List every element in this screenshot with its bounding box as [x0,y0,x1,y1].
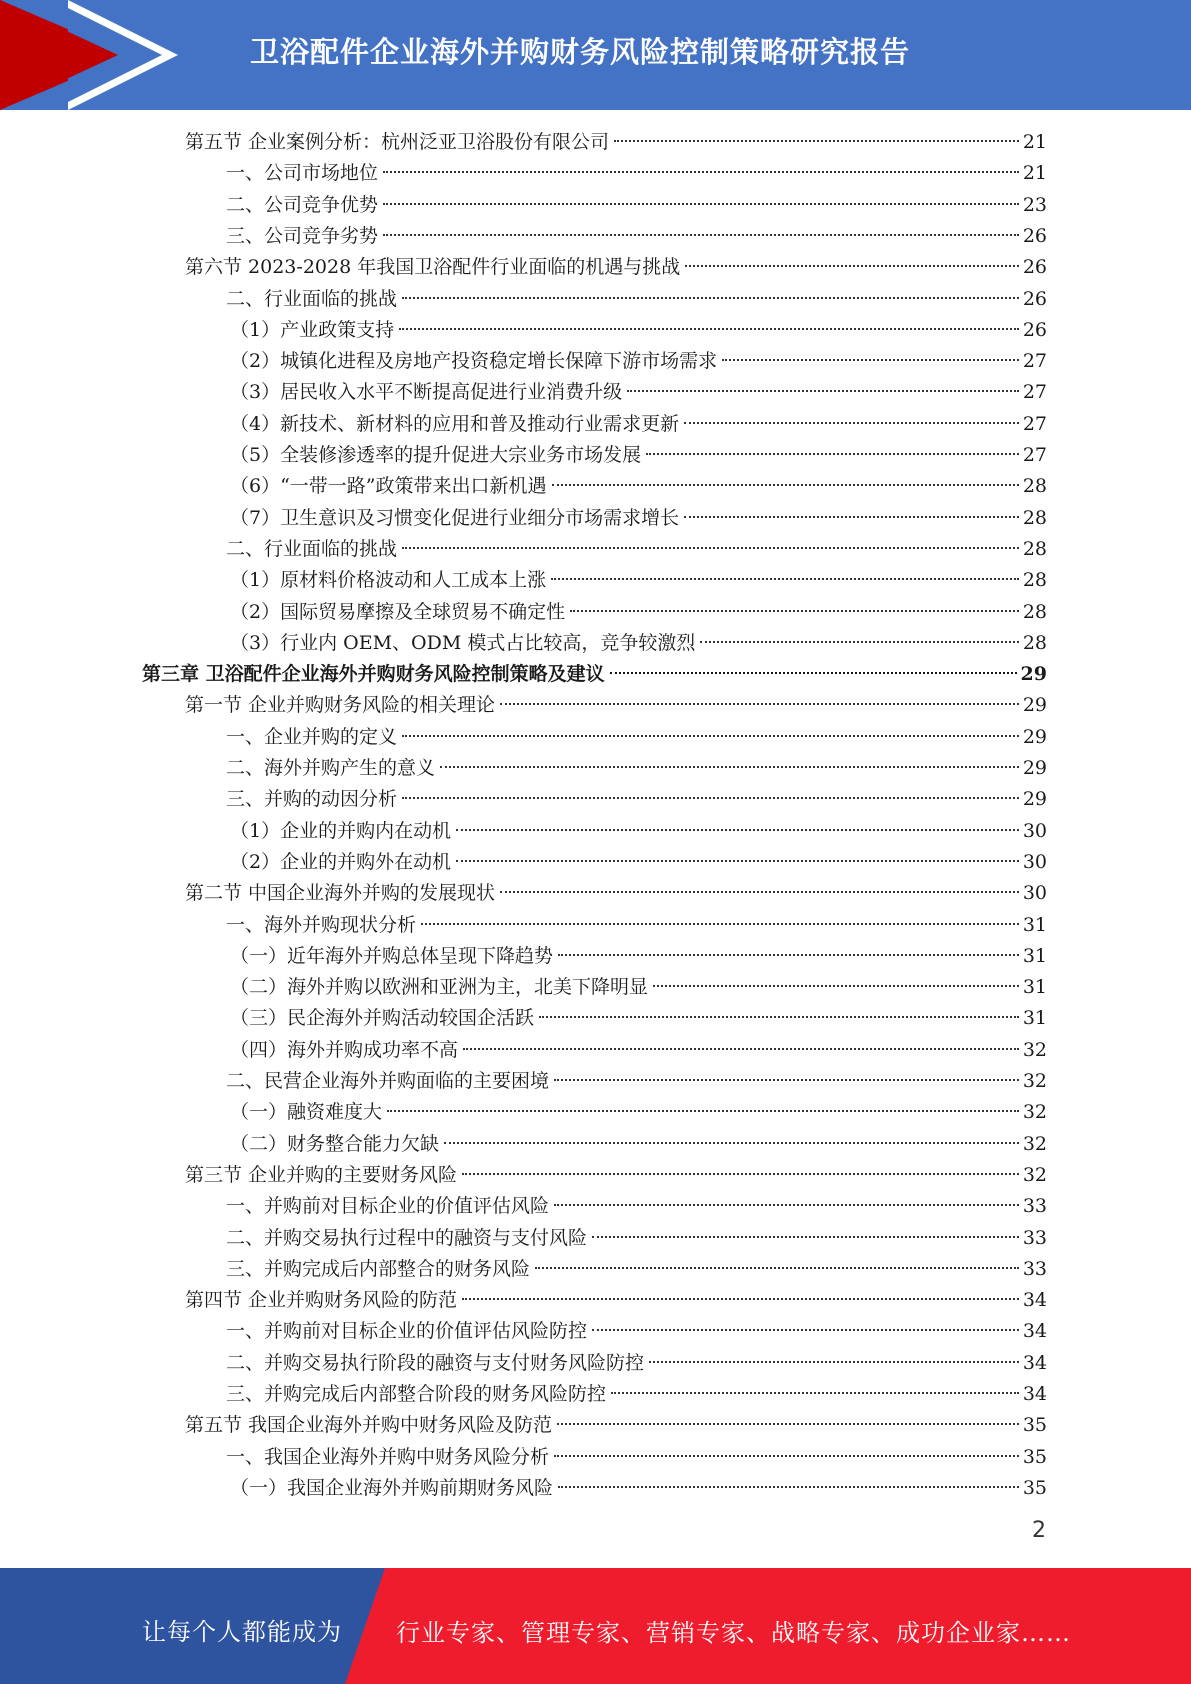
toc-entry-page: 35 [1022,1414,1047,1437]
toc-entry[interactable] [226,753,1047,784]
footer-slogan-left: 让每个人都能成为 [142,1618,342,1646]
toc-entry[interactable] [185,1285,1047,1316]
toc-dot-leader [387,1110,1019,1112]
toc-entry[interactable] [230,1003,1047,1034]
toc-entry-page: 26 [1022,224,1047,247]
toc-entry[interactable] [226,158,1047,189]
toc-entry-label: 三、公司竞争劣势 [226,224,379,247]
toc-entry-page: 34 [1022,1289,1047,1312]
toc-entry[interactable] [230,972,1047,1003]
toc-entry-label: （2）企业的并购外在动机 [230,850,452,873]
toc-dot-leader [500,703,1019,705]
page-header [0,0,1191,110]
toc-dot-leader [554,1204,1019,1206]
toc-entry[interactable] [230,440,1047,471]
toc-dot-leader [456,860,1019,862]
toc-entry[interactable] [230,1473,1047,1504]
toc-entry[interactable] [230,471,1047,502]
toc-dot-leader [500,891,1019,893]
toc-entry-page: 32 [1022,1163,1047,1186]
toc-entry-page: 27 [1022,412,1047,435]
toc-entry-label: 第六节 2023-2028 年我国卫浴配件行业面临的机遇与挑战 [185,256,681,279]
toc-entry-page: 30 [1022,850,1047,873]
toc-dot-leader [649,1361,1019,1363]
toc-dot-leader [463,1048,1019,1050]
toc-entry-label: 二、行业面临的挑战 [226,537,398,560]
toc-entry[interactable] [226,1379,1047,1410]
toc-entry-page: 34 [1022,1320,1047,1343]
toc-dot-leader [610,672,1017,674]
toc-entry-label: 一、我国企业海外并购中财务风险分析 [226,1445,550,1468]
toc-dot-leader [462,1298,1019,1300]
page-footer [0,1568,1191,1684]
footer-slogan-right: 行业专家、管理专家、营销专家、战略专家、成功企业家…… [396,1619,1071,1647]
toc-entry[interactable] [226,910,1047,941]
toc-entry-page: 26 [1022,256,1047,279]
toc-dot-leader [383,171,1019,173]
toc-entry[interactable] [142,659,1047,690]
toc-entry-label: 第五节 我国企业海外并购中财务风险及防范 [185,1414,553,1437]
toc-dot-leader [554,1079,1019,1081]
toc-entry[interactable] [226,1066,1047,1097]
toc-entry-label: （一）融资难度大 [230,1101,383,1124]
toc-entry[interactable] [185,127,1047,158]
toc-dot-leader [558,954,1019,956]
toc-entry-label: 第三章 卫浴配件企业海外并购财务风险控制策略及建议 [142,663,605,686]
toc-dot-leader [653,985,1019,987]
toc-entry-label: 第一节 企业并购财务风险的相关理论 [185,694,496,717]
toc-dot-leader [402,297,1019,299]
toc-dot-leader [722,359,1019,361]
toc-dot-leader [402,547,1019,549]
toc-dot-leader [700,641,1018,643]
toc-entry-label: （二）海外并购以欧洲和亚洲为主，北美下降明显 [230,976,649,999]
toc-entry-label: 三、并购完成后内部整合阶段的财务风险防控 [226,1383,607,1405]
toc-dot-leader [462,1173,1019,1175]
toc-entry-label: 三、并购完成后内部整合的财务风险 [226,1257,531,1280]
toc-entry-label: 一、公司市场地位 [226,162,379,185]
toc-dot-leader [402,735,1019,737]
toc-entry-label: （1）产业政策支持 [230,318,395,341]
toc-entry[interactable] [226,534,1047,565]
toc-dot-leader [551,578,1019,580]
toc-entry-label: 二、并购交易执行过程中的融资与支付风险 [226,1226,588,1249]
toc-entry-page: 30 [1022,882,1047,905]
toc-entry[interactable] [226,190,1047,221]
footer-blue-slant [345,1568,385,1684]
toc-entry[interactable] [230,628,1047,659]
toc-dot-leader [592,1329,1019,1331]
toc-entry-label: 二、公司竞争优势 [226,193,379,216]
toc-entry-page: 26 [1022,287,1047,310]
toc-dot-leader [554,1455,1019,1457]
toc-entry-page: 34 [1022,1351,1047,1374]
toc-entry[interactable] [185,1410,1047,1441]
toc-dot-leader [646,453,1019,455]
toc-dot-leader [684,422,1019,424]
toc-dot-leader [684,516,1019,518]
toc-entry-page: 33 [1022,1257,1047,1280]
toc-entry-label: 二、行业面临的挑战 [226,287,398,310]
toc-entry-label: 二、并购交易执行阶段的融资与支付财务风险防控 [226,1351,645,1374]
toc-dot-leader [440,766,1019,768]
toc-entry[interactable] [226,722,1047,753]
toc-dot-leader [570,610,1019,612]
toc-entry[interactable] [185,1160,1047,1191]
toc-entry-page: 29 [1022,694,1047,717]
toc-entry-label: （1）原材料价格波动和人工成本上涨 [230,569,547,592]
toc-entry-page: 28 [1022,600,1047,623]
page-number: 2 [1032,1518,1046,1543]
toc-entry-page: 35 [1022,1476,1047,1499]
toc-entry[interactable] [230,941,1047,972]
toc-entry[interactable] [230,346,1047,377]
toc-dot-leader [557,1423,1019,1425]
toc-dot-leader [383,234,1019,236]
toc-entry-page: 21 [1022,131,1047,153]
toc-entry-page: 33 [1022,1195,1047,1218]
toc-entry[interactable] [230,565,1047,596]
toc-entry[interactable] [230,409,1047,440]
toc-entry-label: （3）行业内 OEM、ODM 模式占比较高，竞争较激烈 [230,631,696,654]
toc-entry[interactable] [226,784,1047,815]
toc-entry[interactable] [226,284,1047,315]
toc-entry-page: 31 [1022,944,1047,967]
toc-entry-label: 二、民营企业海外并购面临的主要困境 [226,1070,550,1092]
toc-entry-page: 32 [1022,1070,1047,1092]
toc-entry-page: 28 [1022,631,1047,654]
toc-entry-page: 34 [1022,1383,1047,1405]
toc-entry[interactable] [230,1097,1047,1128]
toc-entry-page: 29 [1020,663,1047,686]
toc-entry-label: （一）我国企业海外并购前期财务风险 [230,1476,554,1499]
toc-dot-leader [456,829,1019,831]
toc-entry-label: （一）近年海外并购总体呈现下降趋势 [230,944,554,967]
toc-entry-page: 21 [1022,162,1047,185]
toc-entry-page: 27 [1022,350,1047,373]
toc-entry[interactable] [226,1191,1047,1222]
toc-dot-leader [558,1486,1019,1488]
toc-entry-label: （4）新技术、新材料的应用和普及推动行业需求更新 [230,412,680,435]
toc-entry-page: 32 [1022,1038,1047,1061]
toc-entry-label: 三、并购的动因分析 [226,788,398,811]
toc-dot-leader [402,797,1019,799]
toc-entry-page: 32 [1022,1132,1047,1155]
toc-entry-page: 27 [1022,381,1047,404]
toc-entry-page: 27 [1022,444,1047,466]
toc-entry-page: 30 [1022,819,1047,842]
toc-entry[interactable] [230,315,1047,346]
toc-entry-label: （5）全装修渗透率的提升促进大宗业务市场发展 [230,444,642,466]
toc-entry-label: （1）企业的并购内在动机 [230,819,452,842]
toc-entry-page: 31 [1022,976,1047,999]
toc-dot-leader [539,1016,1019,1018]
toc-entry-page: 31 [1022,913,1047,936]
toc-entry-label: （三）民企海外并购活动较国企活跃 [230,1007,535,1030]
toc-dot-leader [383,203,1019,205]
toc-entry[interactable] [230,1129,1047,1160]
toc-dot-leader [685,265,1019,267]
header-red-arrow-front [0,0,118,110]
toc-entry-page: 28 [1022,537,1047,560]
toc-entry[interactable] [230,597,1047,628]
toc-entry[interactable] [185,252,1047,283]
toc-entry[interactable] [230,816,1047,847]
toc-entry-page: 29 [1022,757,1047,779]
toc-entry-page: 29 [1022,725,1047,748]
toc-entry[interactable] [185,878,1047,909]
toc-entry[interactable] [226,1442,1047,1473]
toc-entry-label: （7）卫生意识及习惯变化促进行业细分市场需求增长 [230,506,680,529]
toc-entry[interactable] [226,1223,1047,1254]
toc-entry-label: （四）海外并购成功率不高 [230,1038,459,1061]
toc-entry-label: 第五节 企业案例分析：杭州泛亚卫浴股份有限公司 [185,131,610,153]
toc-entry[interactable] [230,377,1047,408]
toc-entry-page: 26 [1022,318,1047,341]
toc-entry[interactable] [226,1348,1047,1379]
toc-entry[interactable] [226,221,1047,252]
toc-entry[interactable] [226,1254,1047,1285]
toc-entry-label: （2）城镇化进程及房地产投资稳定增长保障下游市场需求 [230,350,718,373]
toc-entry-page: 29 [1022,788,1047,811]
report-title: 卫浴配件企业海外并购财务风险控制策略研究报告 [250,35,911,69]
toc-entry-label: （二）财务整合能力欠缺 [230,1132,440,1155]
toc-entry-page: 35 [1022,1445,1047,1468]
toc-entry-page: 33 [1022,1226,1047,1249]
toc-dot-leader [421,923,1019,925]
toc-entry-page: 28 [1022,475,1047,498]
toc-dot-leader [614,140,1019,142]
toc-entry[interactable] [230,847,1047,878]
toc-dot-leader [611,1392,1019,1394]
toc-entry-page: 28 [1022,569,1047,592]
toc-entry-label: 一、海外并购现状分析 [226,913,417,936]
toc-dot-leader [444,1142,1019,1144]
toc-entry[interactable] [185,690,1047,721]
toc-entry-label: （6）“一带一路”政策带来出口新机遇 [230,475,547,498]
toc-entry[interactable] [230,1035,1047,1066]
toc-dot-leader [592,1236,1019,1238]
toc-entry-label: 一、并购前对目标企业的价值评估风险防控 [226,1320,588,1343]
toc-dot-leader [535,1267,1019,1269]
toc-entry-page: 28 [1022,506,1047,529]
toc-dot-leader [552,484,1019,486]
toc-entry-page: 32 [1022,1101,1047,1124]
toc-entry[interactable] [230,503,1047,534]
toc-entry-label: 第四节 企业并购财务风险的防范 [185,1289,458,1312]
toc-entry-label: 一、企业并购的定义 [226,725,398,748]
toc-entry-label: 一、并购前对目标企业的价值评估风险 [226,1195,550,1218]
toc-entry-label: （3）居民收入水平不断提高促进行业消费升级 [230,381,623,404]
toc-entry-label: （2）国际贸易摩擦及全球贸易不确定性 [230,600,566,623]
toc-dot-leader [399,328,1019,330]
toc-entry[interactable] [226,1316,1047,1347]
toc-entry-page: 31 [1022,1007,1047,1030]
toc-entry-label: 二、海外并购产生的意义 [226,757,436,779]
toc-entry-label: 第二节 中国企业海外并购的发展现状 [185,882,496,905]
toc-entry-page: 23 [1022,193,1047,216]
toc-dot-leader [627,390,1019,392]
toc-entry-label: 第三节 企业并购的主要财务风险 [185,1163,458,1186]
